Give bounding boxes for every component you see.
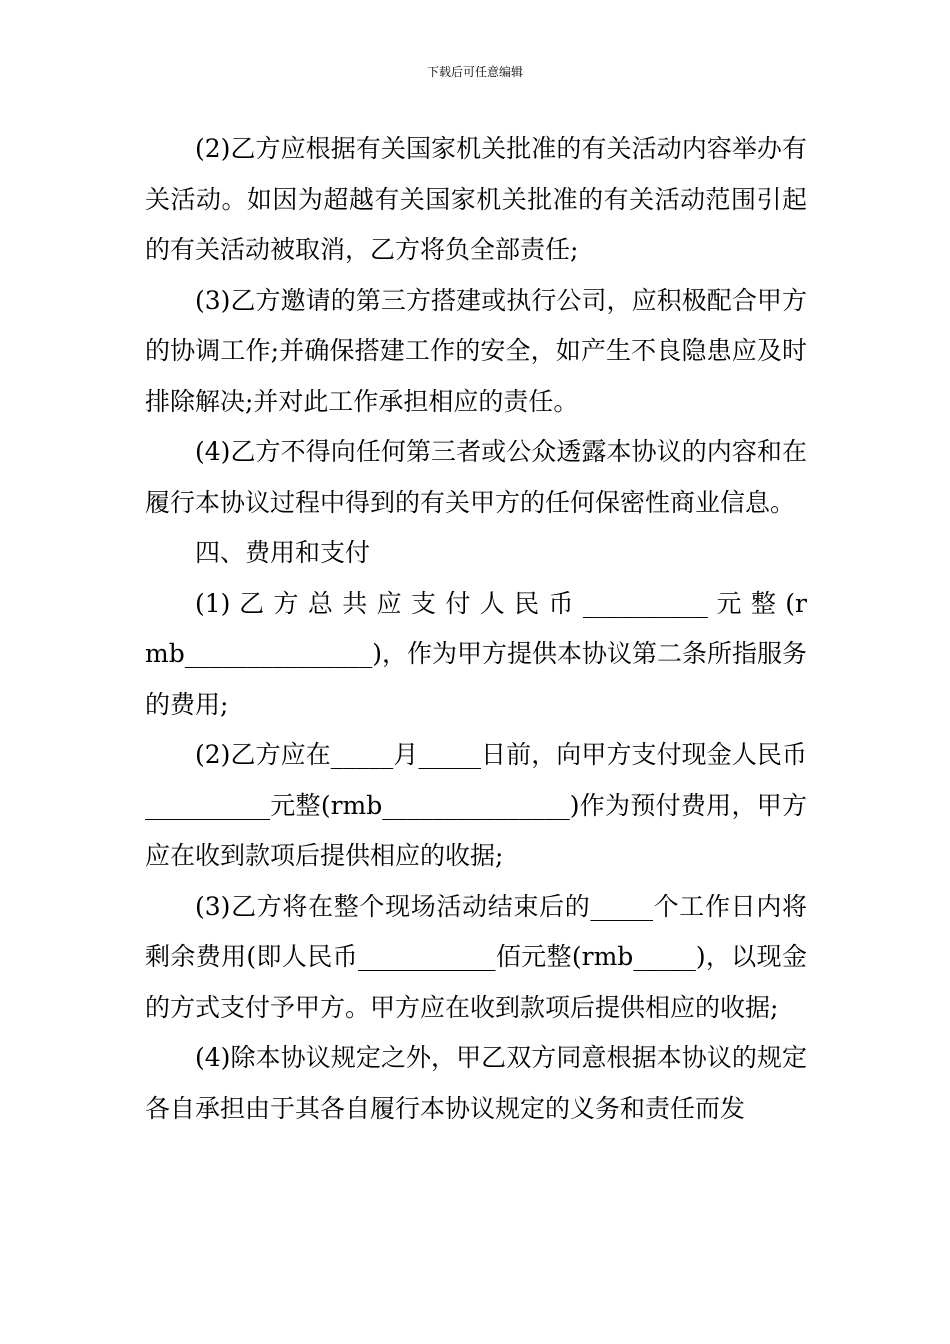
clause-4-3: (3)乙方将在整个现场活动结束后的_____个工作日内将剩余费用(即人民币___________佰元整(rmb_____)，以现金的方式支付予甲方。甲方应在收到款项后提供相应的收据; <box>145 891 807 1022</box>
page-header: 下载后可任意编辑 <box>426 65 523 79</box>
section-heading-fees: 四、费用和支付 <box>195 538 371 567</box>
clause-4-1: (1) 乙 方 总 共 应 支 付 人 民 币 __________ 元 整 (rmb_______________)，作为甲方提供本协议第二条所指服务的费用; <box>145 588 807 719</box>
clause-3-3: (3)乙方邀请的第三方搭建或执行公司，应积极配合甲方的协调工作;并确保搭建工作的安全，如产生不良隐患应及时排除解决;并对此工作承担相应的责任。 <box>145 285 807 416</box>
clause-4-2: (2)乙方应在_____月_____日前，向甲方支付现金人民币__________元整(rmb_______________)作为预付费用，甲方应在收到款项后提供相应的收据; <box>145 740 807 870</box>
document-body <box>145 124 807 1134</box>
clause-4-4: (4)除本协议规定之外，甲乙双方同意根据本协议的规定各自承担由于其各自履行本协议规定的义务和责任而发 <box>145 1043 807 1123</box>
clause-3-4: (4)乙方不得向任何第三者或公众透露本协议的内容和在履行本协议过程中得到的有关甲方的任何保密性商业信息。 <box>145 437 807 517</box>
clause-3-2: (2)乙方应根据有关国家机关批准的有关活动内容举办有关活动。如因为超越有关国家机关批准的有关活动范围引起的有关活动被取消，乙方将负全部责任; <box>145 134 807 264</box>
